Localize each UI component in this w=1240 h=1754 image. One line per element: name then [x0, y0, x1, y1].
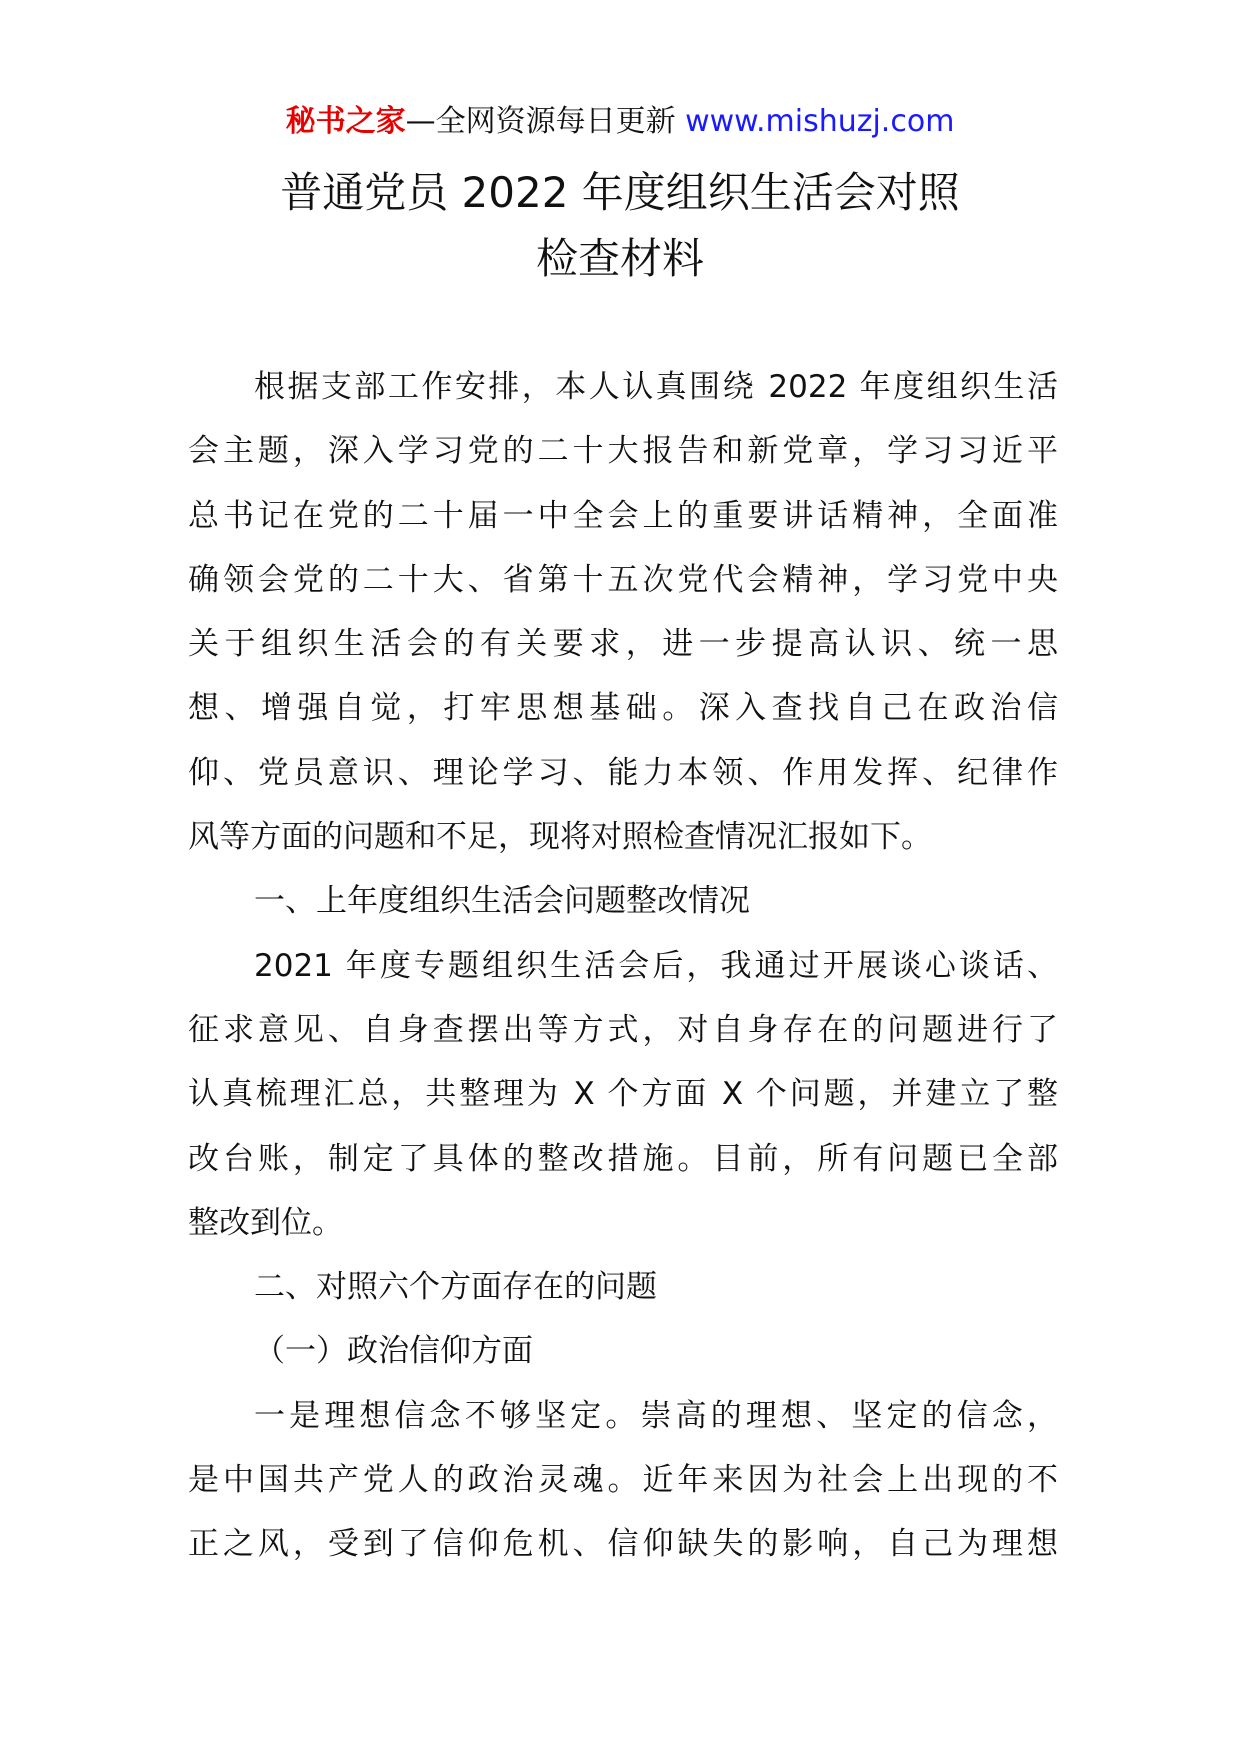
- paragraph-line: 正之风，受到了信仰危机、信仰缺失的影响，自己为理想: [188, 1526, 1058, 1563]
- paragraph-line: 2021 年度专题组织生活会后，我通过开展谈心谈话、: [254, 947, 1058, 984]
- paragraph-line: 认真梳理汇总，共整理为 X 个方面 X 个问题，并建立了整: [188, 1076, 1058, 1113]
- paragraph-line: 关于组织生活会的有关要求，进一步提高认识、统一思: [188, 626, 1058, 663]
- document-body: [188, 355, 1058, 1577]
- header-tagline: —全网资源每日更新: [405, 104, 676, 139]
- site-url[interactable]: www.mishuzj.com: [675, 104, 955, 139]
- subsection-heading: （一）政治信仰方面: [254, 1333, 533, 1370]
- paragraph-line: 想、增强自觉，打牢思想基础。深入查找自己在政治信: [188, 690, 1058, 727]
- section-heading: 二、对照六个方面存在的问题: [254, 1269, 657, 1306]
- paragraph-line: 一是理想信念不够坚定。崇高的理想、坚定的信念，: [254, 1397, 1058, 1434]
- paragraph-line: 会主题，深入学习党的二十大报告和新党章，学习习近平: [188, 433, 1058, 470]
- paragraph-line: 仰、党员意识、理论学习、能力本领、作用发挥、纪律作: [188, 754, 1058, 791]
- site-header: [0, 100, 1240, 144]
- document-title-line-1: 普通党员 2022 年度组织生活会对照: [280, 168, 960, 217]
- section-heading: 一、上年度组织生活会问题整改情况: [254, 883, 750, 920]
- paragraph-line: 征求意见、自身查摆出等方式，对自身存在的问题进行了: [188, 1011, 1058, 1048]
- paragraph-line: 是中国共产党人的政治灵魂。近年来因为社会上出现的不: [188, 1462, 1058, 1499]
- paragraph-line: 总书记在党的二十届一中全会上的重要讲话精神，全面准: [188, 497, 1058, 534]
- paragraph-line: 根据支部工作安排，本人认真围绕 2022 年度组织生活: [254, 369, 1058, 405]
- paragraph-line: 改台账，制定了具体的整改措施。目前，所有问题已全部: [188, 1140, 1058, 1177]
- paragraph-line: 确领会党的二十大、省第十五次党代会精神，学习党中央: [188, 561, 1058, 598]
- paragraph-line: 整改到位。: [188, 1204, 343, 1241]
- brand-name: 秘书之家: [285, 104, 406, 139]
- paragraph-line: 风等方面的问题和不足，现将对照检查情况汇报如下。: [188, 819, 932, 856]
- document-title-line-2: 检查材料: [535, 234, 704, 283]
